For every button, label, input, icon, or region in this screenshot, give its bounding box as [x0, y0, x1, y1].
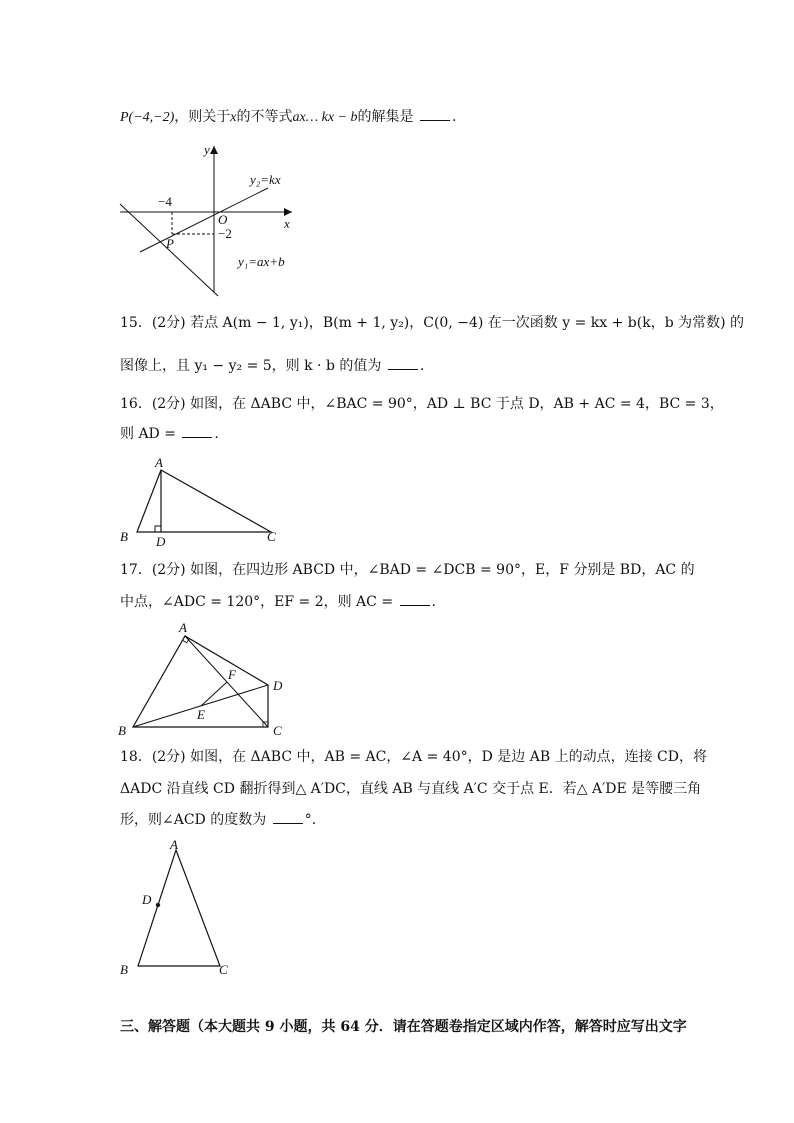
- q14-var: x: [230, 110, 237, 125]
- vertex-d-label: D: [273, 678, 283, 693]
- point-d-label: D: [156, 534, 166, 549]
- line-y1-label: y₁=ax+b: [238, 254, 285, 269]
- point-p-label: P: [166, 236, 174, 251]
- answer-blank: [400, 593, 430, 606]
- q17-text: 中点，∠ADC = 120°，EF = 2，则 AC =: [120, 594, 394, 610]
- vertex-a-label: A: [179, 620, 187, 635]
- vertex-c-label: C: [273, 723, 282, 738]
- figure-q14-graph: [110, 140, 310, 300]
- q14-text-c: 的解集是: [357, 109, 414, 125]
- q16-text: 则 AD =: [120, 426, 176, 442]
- vertex-c-label: C: [219, 962, 228, 977]
- q14-end: .: [452, 109, 457, 125]
- vertex-b-label: B: [120, 529, 128, 544]
- answer-blank: [182, 425, 212, 438]
- q15-end: .: [419, 358, 425, 374]
- q16-end: .: [214, 426, 219, 442]
- point-d-dot: [156, 903, 160, 907]
- point-d-label: D: [142, 892, 152, 907]
- q14-point: P(−4,−2): [120, 110, 175, 125]
- segment-ef: [201, 682, 227, 706]
- figure-q16-triangle: [115, 455, 285, 550]
- q15-line-1: 15．(2分) 若点 A(m − 1, y₁)，B(m + 1, y₂)，C(0, −4) 在一次函数 y = kx + b(k，b 为常数) 的: [120, 315, 745, 331]
- axis-x-label: x: [284, 216, 290, 231]
- q16-line-2: [120, 424, 219, 444]
- point-e-label: E: [197, 707, 205, 722]
- q18-text: 形，则∠ACD 的度数为: [120, 812, 267, 828]
- vertex-a-label: A: [170, 838, 178, 852]
- q15-text: 图像上，且 y₁ − y₂ = 5，则 k · b 的值为: [120, 358, 382, 374]
- line-y2-label: y₂=kx: [250, 172, 281, 187]
- q16-line-1: 16．(2分) 如图，在 ΔABC 中，∠BAC = 90°，AD ⊥ BC 于点 D，AB + AC = 4，BC = 3，: [120, 396, 724, 412]
- x-axis-arrow: [284, 208, 292, 216]
- figure-q18-triangle: [115, 838, 240, 980]
- vertex-b-label: B: [120, 962, 128, 977]
- q18-end: °．: [304, 812, 326, 828]
- vertex-a-label: A: [155, 455, 163, 470]
- q18-line-2: ΔADC 沿直线 CD 翻折得到△ A′DC，直线 AB 与直线 A′C 交于点 E．若△ A′DE 是等腰三角: [120, 781, 702, 797]
- q18-line-3: [120, 810, 326, 830]
- point-f-label: F: [228, 667, 236, 682]
- q14-inequality: ax… kx − b: [292, 110, 358, 125]
- figure-q17-quadrilateral: [115, 618, 300, 740]
- origin-label: O: [218, 212, 228, 227]
- y-axis-arrow: [210, 146, 218, 154]
- q17-line-2: [120, 592, 436, 612]
- triangle-abc: [138, 850, 220, 966]
- answer-blank: [420, 108, 450, 121]
- triangle-abc: [137, 470, 271, 532]
- vertex-b-label: B: [118, 723, 126, 738]
- q17-line-1: 17．(2分) 如图，在四边形 ABCD 中，∠BAD = ∠DCB = 90°，E，F 分别是 BD，AC 的: [120, 562, 695, 578]
- tick-x-label: −4: [158, 194, 172, 209]
- q15-line-2: [120, 356, 424, 376]
- right-angle-mark: [155, 526, 161, 532]
- vertex-c-label: C: [267, 529, 276, 544]
- answer-blank: [388, 357, 418, 370]
- tick-y-label: −2: [218, 226, 232, 241]
- axis-y-label: y: [204, 142, 210, 157]
- q17-end: .: [431, 594, 436, 610]
- answer-blank: [273, 811, 303, 824]
- section-3-heading: 三、解答题（本大题共 9 小题，共 64 分．请在答题卷指定区域内作答，解答时应写出文字: [120, 1019, 687, 1035]
- q14-text-b: 的不等式: [236, 109, 293, 125]
- q18-line-1: 18．(2分) 如图，在 ΔABC 中，AB = AC，∠A = 40°，D 是边 AB 上的动点，连接 CD，将: [120, 749, 707, 765]
- q14-line: [120, 107, 456, 128]
- q14-text-a: ，则关于: [174, 109, 231, 125]
